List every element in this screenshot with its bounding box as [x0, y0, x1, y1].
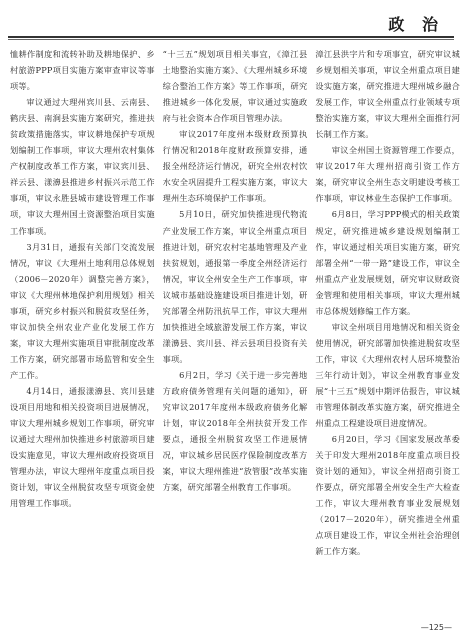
paragraph: “十三五”规划项目相关事宜，《漳江县土地整治实施方案》、《大理州城乡环境综合整治工作方案》等工作事项，研究推进城乡一体化发展，审议通过实施政府与社会资本合作项目管理办法。 [162, 49, 308, 124]
header-rule [8, 36, 454, 38]
page-header [0, 0, 468, 42]
paragraph: 审议通过大理州宾川县、云南县、鹤庆县、南涧县实施方案研究，推进扶贫政策措施落实，审议耕地保护专项规划编制工作事项，审议大理州农村集体产权制度改革工作方案，审议宾川县、祥云县、漾濞县推进乡村振兴示范工作事项，审议永胜县城市建设管理工作事项，审议大理州国土资源整治项目实施工作事项。 [10, 97, 155, 236]
page-number: —125— [420, 623, 452, 632]
paragraph: 恤耕作制度和流转补助及耕地保护、乡村旅游PPP项目实施方案审查审议等事项等。 [10, 49, 155, 92]
paragraph: 审议2017年度州本级财政预算执行情况和2018年度财政预算安排，通报全州经济运行情况，研究全州农村饮水安全巩固提升工程实施方案，审议大理州生态环境保护工作事项。 [162, 129, 308, 204]
section-title: 政 治 [388, 15, 444, 34]
paragraph: 6月2日，学习《关于进一步完善地方政府债务管理有关问题的通知》，研究审议2017年度州本级政府债务化解计划，审议2018年全州扶贫开发工作要点，通报全州脱贫攻坚工作进展情况，审议城乡居民医疗保险制度改革方案，审议大理州推进“放管服”改革实施方案，研究部署全州教育工作事项。 [162, 369, 308, 493]
text-column-2 [163, 46, 308, 612]
paragraph: 漳江县洪字片和专项事宜，研究审议城乡规划相关事项，审议全州重点项目建设实施方案，研究推进大理州城乡融合发展工作，审议全州重点行业领域专项整治实施方案，审议大理州全面推行河长制工作方案。 [315, 49, 461, 140]
paragraph: 6月20日，学习《国家发展改革委关于印发大理州2018年度重点项目投资计划的通知》，审议全州招商引资工作要点，研究部署全州安全生产大检查工作，审议大理州教育事业发展规划（2017－2020年），研究推进全州重点项目建设工作，审议全州社会治理创新工作方案。 [315, 434, 461, 557]
paragraph: 3月31日，通报有关部门交流发展情况，审议《大理州土地利用总体规划（2006－2020年）调整完善方案》，审议《大理州林地保护利用规划》相关事项，研究乡村振兴和脱贫攻坚任务，审议加快全州农业产业化发展工作方案，审议大理州实施项目审批制度改革工作方案，研究部署市场监管和安全生产工作。 [10, 241, 155, 380]
paragraph: 6月8日，学习PPP模式的相关政策规定，研究推进城乡建设规划编制工作，审议通过相关项目实施方案，研究部署全州“一带一路”建设工作，审议全州重点产业发展规划，研究审议财政资金管理和使用相关事项，审议大理州城市总体规划修编工作方案。 [315, 209, 461, 316]
paragraph: 审议全州项目用地情况和相关资金使用情况，研究部署加快推进脱贫攻坚工作，审议《大理州农村人居环境整治三年行动计划》，审议全州教育事业发展“十三五”规划中期评估报告，审议城市管理体制改革实施方案，研究推进全州重点工程建设项目进度情况。 [315, 321, 461, 429]
paragraph: 审议全州国土资源管理工作要点，审议2017年大理州招商引资工作方案，研究审议全州生态文明建设考核工作事项，审议林业生态保护工作事项。 [315, 145, 461, 204]
paragraph: 5月10日，研究加快推进现代物流产业发展工作方案，审议全州重点项目推进计划，研究农村宅基地管理及产业扶贫规划，通报第一季度全州经济运行情况，审议全州安全生产工作事项，审议城市基础设施建设项目推进计划，研究部署全州防汛抗旱工作，审议大理州加快推进全域旅游发展工作方案，审议漾濞县、宾川县、祥云县项目投资有关事项。 [162, 209, 308, 364]
text-column-3 [315, 46, 460, 612]
text-column-1 [10, 46, 155, 612]
header-rule-thin [8, 39, 454, 40]
article-body [10, 46, 460, 612]
paragraph: 4月14日，通报漾濞县、宾川县建设项目用地和相关投资项目进展情况，审议大理州城乡规划工作事项，研究审议通过大理州加快推进乡村旅游项目建设实施意见，审议大理州政府投资项目管理办法，审议大理州年度重点项目投资计划，审议全州脱贫攻坚专项资金使用管理工作事项。 [10, 385, 155, 509]
